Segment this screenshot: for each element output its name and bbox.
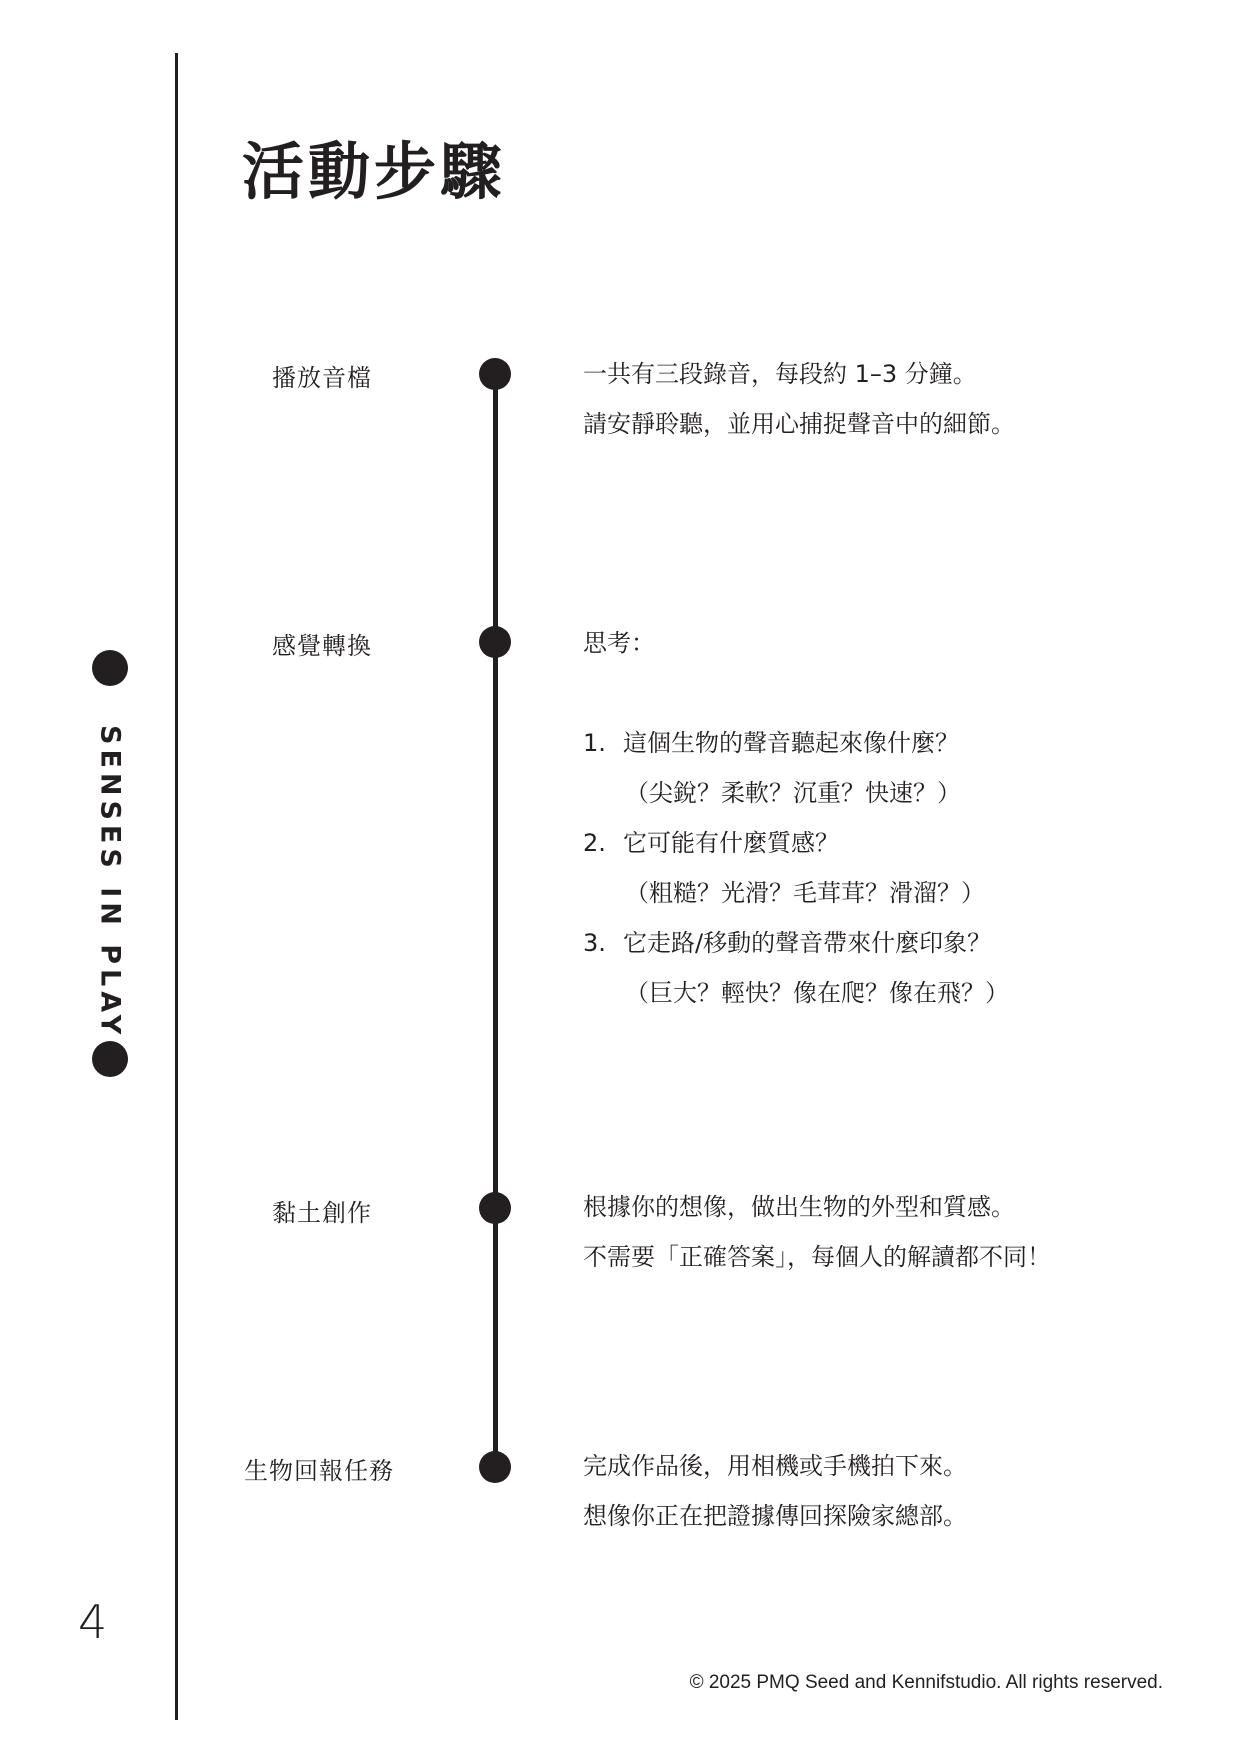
step-label: 播放音檔	[272, 364, 372, 392]
question-text: 它可能有什麼質感？	[623, 829, 839, 857]
copyright-notice: © 2025 PMQ Seed and Kennifstudio. All rights reserved.	[689, 1672, 1163, 1693]
step-text: 請安靜聆聽，並用心捕捉聲音中的細節。	[583, 410, 1015, 438]
step-body	[583, 349, 1015, 449]
timeline-dot	[479, 1451, 511, 1483]
question-text: 它走路/移動的聲音帶來什麼印象？	[623, 929, 992, 957]
list-item	[583, 918, 1009, 1018]
page-title: 活動步驟	[242, 135, 507, 208]
step-text: 一共有三段錄音，每段約 1–3 分鐘。	[583, 360, 977, 388]
question-text: 這個生物的聲音聽起來像什麼？	[623, 729, 959, 757]
step-body	[583, 618, 1009, 1018]
question-hint: （巨大？輕快？像在爬？像在飛？）	[625, 979, 1009, 1007]
list-number: 2.	[583, 829, 606, 857]
list-item	[583, 718, 1009, 818]
side-dot-bottom	[92, 1041, 128, 1077]
question-hint: （粗糙？光滑？毛茸茸？滑溜？）	[625, 879, 985, 907]
step-body	[583, 1182, 1051, 1282]
side-label-text: SENSES IN PLAY	[94, 725, 126, 1040]
step-intro: 思考：	[583, 629, 655, 657]
step-body	[583, 1441, 967, 1541]
timeline-dot	[479, 1192, 511, 1224]
question-list	[583, 718, 1009, 1018]
list-item	[583, 818, 1009, 918]
page-number: 4	[78, 1595, 108, 1649]
step-text: 不需要「正確答案」，每個人的解讀都不同！	[583, 1243, 1051, 1271]
step-label: 生物回報任務	[244, 1457, 394, 1485]
step-label: 感覺轉換	[272, 632, 372, 660]
step-label: 黏土創作	[272, 1199, 372, 1227]
side-label	[92, 725, 128, 1040]
question-hint: （尖銳？柔軟？沉重？快速？）	[625, 779, 961, 807]
timeline-dot	[479, 626, 511, 658]
timeline-line	[493, 373, 498, 1468]
list-number: 1.	[583, 729, 606, 757]
list-number: 3.	[583, 929, 606, 957]
step-text: 完成作品後，用相機或手機拍下來。	[583, 1452, 967, 1480]
margin-rule	[175, 53, 178, 1720]
timeline-dot	[479, 358, 511, 390]
step-text: 想像你正在把證據傳回探險家總部。	[583, 1502, 967, 1530]
side-dot-top	[92, 650, 128, 686]
step-text: 根據你的想像，做出生物的外型和質感。	[583, 1193, 1015, 1221]
